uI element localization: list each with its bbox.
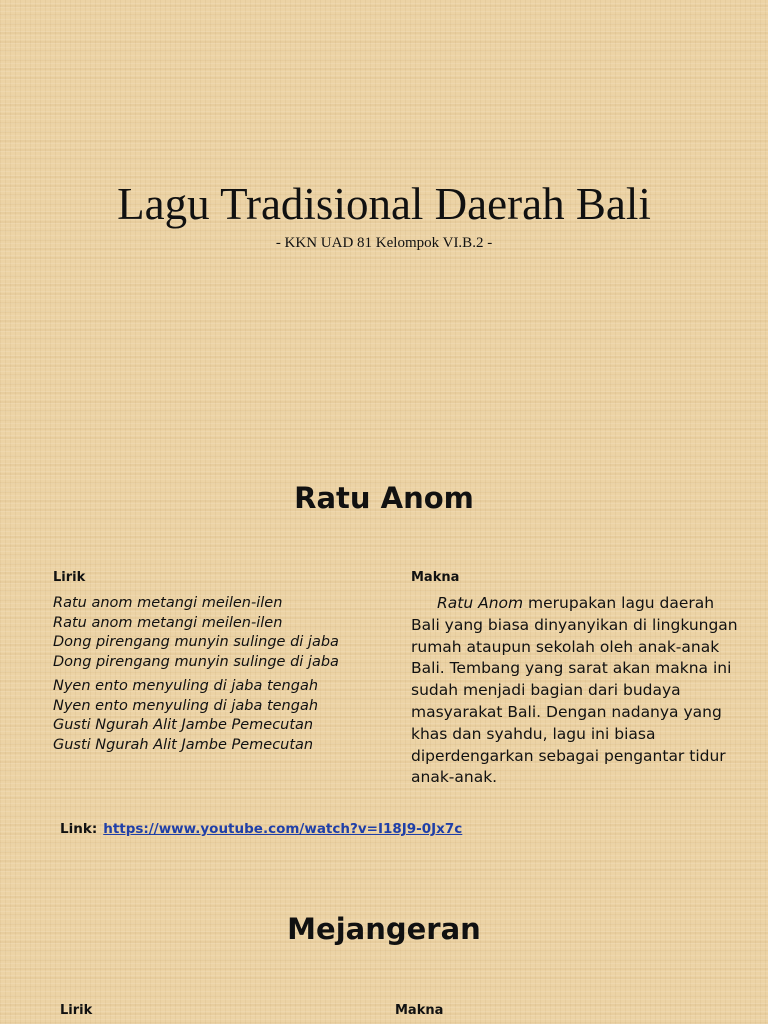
lyric-line: Gusti Ngurah Alit Jambe Pemecutan bbox=[53, 717, 314, 733]
lyric-line: Ratu anom metangi meilen-ilen bbox=[53, 614, 283, 631]
lyric-line: Nyen ento menyuling di jaba tengah bbox=[53, 678, 319, 694]
document-title: Lagu Tradisional Daerah Bali bbox=[117, 179, 651, 229]
lyrics-heading: Lirik bbox=[60, 1003, 93, 1018]
lyric-line: Gusti Ngurah Alit Jambe Pemecutan bbox=[53, 736, 314, 753]
link-label: Link: bbox=[60, 821, 98, 837]
lyric-line: Ratu anom metangi meilen-ilen bbox=[53, 595, 283, 611]
meaning-heading: Makna bbox=[395, 1003, 444, 1018]
meaning-emphasis: Ratu Anom bbox=[437, 594, 524, 612]
lyrics-heading: Lirik bbox=[53, 570, 86, 585]
lyric-line: Dong pirengang munyin sulinge di jaba bbox=[53, 634, 339, 650]
document-subtitle: - KKN UAD 81 Kelompok VI.B.2 - bbox=[275, 235, 493, 251]
meaning-heading: Makna bbox=[411, 570, 460, 585]
youtube-link[interactable]: https://www.youtube.com/watch?v=I18J9-0Jx7c bbox=[103, 821, 463, 837]
meaning-paragraph bbox=[411, 593, 741, 789]
song-title-mejangeran: Mejangeran bbox=[287, 912, 481, 946]
link-row bbox=[60, 819, 462, 839]
lyric-line: Nyen ento menyuling di jaba tengah bbox=[53, 697, 319, 714]
lyric-line: Dong pirengang munyin sulinge di jaba bbox=[53, 653, 339, 670]
meaning-text: merupakan lagu daerah Bali yang biasa dinyanyikan di lingkungan rumah ataupun sekolah oleh anak-anak Bali. Tembang yang sarat akan makna ini sudah menjadi bagian dari budaya masyarakat Bali. Dengan nadanya yang khas dan syahdu, lagu ini biasa diperdengarkan sebagai pengantar tidur anak-anak. bbox=[411, 594, 738, 787]
song-title-ratu-anom: Ratu Anom bbox=[294, 481, 474, 515]
lyrics-block bbox=[53, 594, 339, 755]
